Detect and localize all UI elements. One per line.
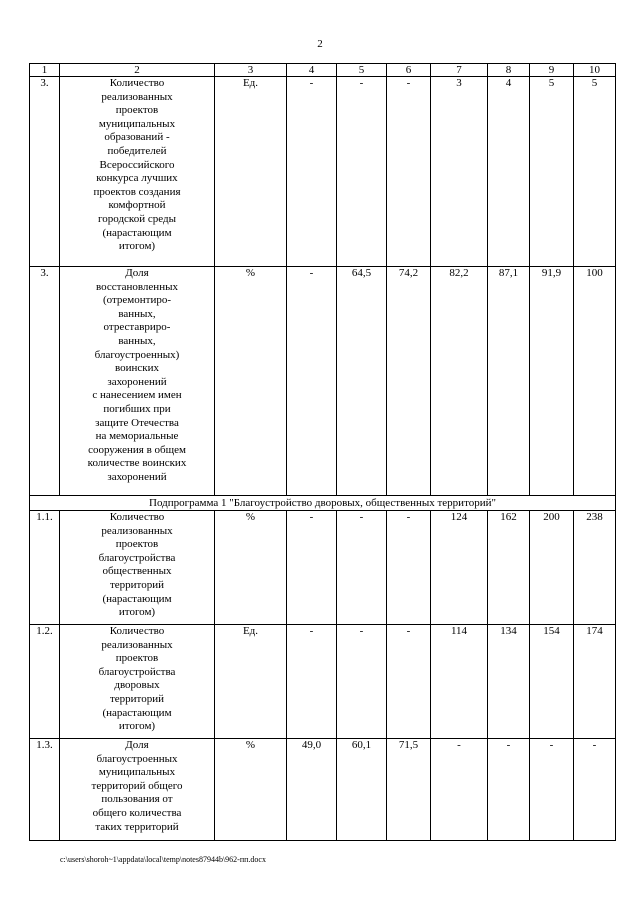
value-cell: 174 <box>574 625 616 739</box>
value-cell: 114 <box>431 625 488 739</box>
value-cell: 134 <box>488 625 530 739</box>
value-cell: - <box>387 77 431 267</box>
value-cell: 5 <box>530 77 574 267</box>
value-cell: - <box>337 511 387 625</box>
value-cell: 91,9 <box>530 267 574 496</box>
value-cell: 49,0 <box>287 739 337 841</box>
value-cell: 87,1 <box>488 267 530 496</box>
value-cell: 238 <box>574 511 616 625</box>
value-cell: 64,5 <box>337 267 387 496</box>
indicator-name: Количество реализованных проектов муниципальных образований - победителей Всероссийского конкурса лучших проектов создания комфортной городской среды (нарастающим итогом) <box>60 77 215 267</box>
table-row <box>30 267 616 496</box>
indicator-name: Количество реализованных проектов благоустройства общественных территорий (нарастающим итогом) <box>60 511 215 625</box>
unit-cell: Ед. <box>215 625 287 739</box>
value-cell: 5 <box>574 77 616 267</box>
indicators-table <box>29 63 616 841</box>
value-cell: 74,2 <box>387 267 431 496</box>
value-cell: 3 <box>431 77 488 267</box>
table-row <box>30 739 616 841</box>
column-header: 2 <box>60 64 215 77</box>
column-header: 10 <box>574 64 616 77</box>
value-cell: 124 <box>431 511 488 625</box>
column-header: 6 <box>387 64 431 77</box>
table-row <box>30 511 616 625</box>
value-cell: - <box>574 739 616 841</box>
row-number: 1.3. <box>30 739 60 841</box>
value-cell: 162 <box>488 511 530 625</box>
value-cell: - <box>387 625 431 739</box>
column-header-row <box>30 64 616 77</box>
value-cell: 4 <box>488 77 530 267</box>
column-header: 7 <box>431 64 488 77</box>
column-header: 9 <box>530 64 574 77</box>
column-header: 1 <box>30 64 60 77</box>
value-cell: - <box>488 739 530 841</box>
unit-cell: % <box>215 739 287 841</box>
column-header: 8 <box>488 64 530 77</box>
table-row <box>30 625 616 739</box>
page-number: 2 <box>317 38 323 50</box>
value-cell: - <box>337 77 387 267</box>
value-cell: - <box>530 739 574 841</box>
column-header: 3 <box>215 64 287 77</box>
value-cell: 60,1 <box>337 739 387 841</box>
value-cell: 200 <box>530 511 574 625</box>
column-header: 5 <box>337 64 387 77</box>
value-cell: - <box>337 625 387 739</box>
value-cell: - <box>387 511 431 625</box>
row-number: 1.2. <box>30 625 60 739</box>
row-number: 3. <box>30 267 60 496</box>
value-cell: - <box>287 77 337 267</box>
row-number: 3. <box>30 77 60 267</box>
value-cell: 82,2 <box>431 267 488 496</box>
indicator-name: Доля восстановленных (отремонтиро- ванных, отреставриро- ванных, благоустроенных) воинских захоронений с нанесением имен погибших при защите Отечества на мемориальные сооружения в общем количестве воинских захоронений <box>60 267 215 496</box>
unit-cell: Ед. <box>215 77 287 267</box>
indicator-name: Доля благоустроенных муниципальных территорий общего пользования от общего количества таких территорий <box>60 739 215 841</box>
row-number: 1.1. <box>30 511 60 625</box>
file-path-footer: c:\users\shoroh~1\appdata\local\temp\notes87944b\962-пп.docx <box>60 855 266 864</box>
subprogram-title: Подпрограмма 1 "Благоустройство дворовых, общественных территорий" <box>30 496 616 511</box>
indicator-name: Количество реализованных проектов благоустройства дворовых территорий (нарастающим итогом) <box>60 625 215 739</box>
value-cell: 154 <box>530 625 574 739</box>
value-cell: - <box>287 511 337 625</box>
value-cell: - <box>431 739 488 841</box>
value-cell: 71,5 <box>387 739 431 841</box>
unit-cell: % <box>215 511 287 625</box>
column-header: 4 <box>287 64 337 77</box>
unit-cell: % <box>215 267 287 496</box>
table-row <box>30 77 616 267</box>
value-cell: - <box>287 267 337 496</box>
value-cell: 100 <box>574 267 616 496</box>
value-cell: - <box>287 625 337 739</box>
subprogram-row <box>30 496 616 511</box>
